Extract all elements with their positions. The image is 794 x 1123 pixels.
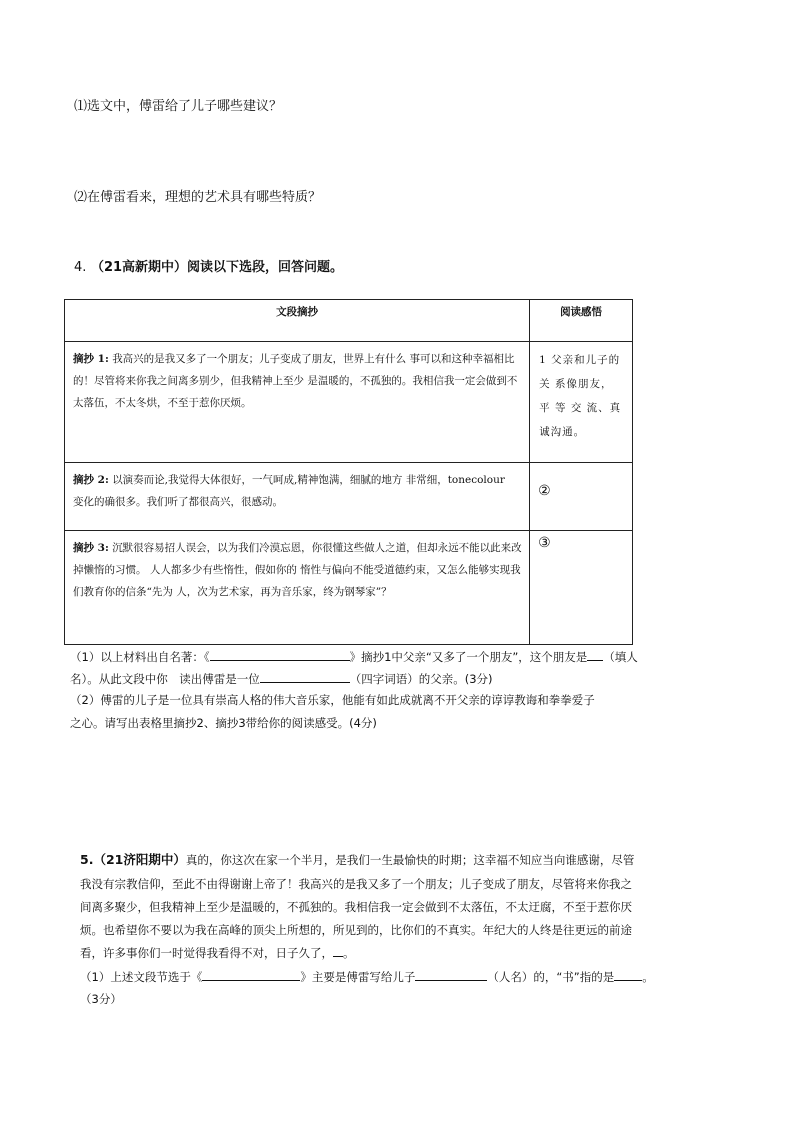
q5-text-6: 。 [343,946,355,960]
table-row [65,531,633,645]
q5-sub1-line1 [80,968,654,985]
circled-two-marker: ② [538,483,551,499]
q5-sub1-score: （3分） [80,992,122,1006]
q4-sub1-part-a: （1）以上材料出自名著：《 [70,650,210,664]
q4-sub2-line1: （2）傅雷的儿子是一位具有崇高人格的伟大音乐家，他能有如此成就离不开父亲的谆谆教诲和拳拳爱子 [70,693,595,707]
excerpt-table [64,299,633,645]
excerpt-cell-1 [65,342,530,463]
friend-name-blank[interactable] [587,648,603,661]
q4-sub1-line1 [70,648,638,665]
excerpt-label-2: 摘抄 2: [73,474,109,486]
book-title-blank[interactable] [210,648,350,661]
q4-sub2-line2: 之心。请写出表格里摘抄2、摘抄3带给你的阅读感受。(4分) [70,716,377,730]
q4-number: 4. [74,260,87,275]
q5-passage-line2: 我没有宗教信仰，至此不由得谢谢上帝了！我高兴的是我又多了一个朋友；儿子变成了朋友，尽管将来你我之 [80,877,632,891]
excerpt-cell-3 [65,531,530,645]
q5-book-refers-blank[interactable] [614,968,642,981]
q4-prompt: （21高新期中）阅读以下选段，回答问题。 [90,260,344,275]
q4-heading [74,256,343,275]
q5-text-1: 真的，你这次在家一个半月，是我们一生最愉快的时期；这幸福不知应当向谁感谢，尽管 [185,853,635,867]
table-header-excerpt: 文段摘抄 [65,300,530,342]
table-row [65,463,633,531]
q5-text-5: 看，许多事你们一时觉得我看得不对，日子久了， [80,946,333,960]
q5-passage-line3: 间离多聚少，但我精神上至少是温暖的，不孤独的。我相信我一定会做到不太落伍，不太迂腐，不至于惹你厌 [80,900,632,914]
q4-sub1-part-e: （四字词语）的父亲。(3分) [349,672,493,686]
feeling-cell-3[interactable] [530,531,633,645]
q4-sub1-part-d: 名）。从此文段中你 读出傅雷是一位 [70,672,260,686]
q5-sub1-part-b: 》主要是傅雷写给儿子 [300,970,416,984]
excerpt-cell-2 [65,463,530,531]
excerpt-label-1: 摘抄 1: [73,353,109,365]
circled-three-marker: ③ [538,535,551,551]
table-row [65,342,633,463]
q5-passage-line4: 烦。也希望你不要以为我在高峰的顶尖上所想的，所见到的，比你们的不真实。年纪大的人终是往更远的前途 [80,923,632,937]
excerpt-label-3: 摘抄 3: [73,542,109,554]
q5-passage-blank[interactable] [333,944,343,957]
q5-passage-line5 [80,943,355,963]
q5-label: 5.（21济阳期中） [80,852,186,867]
q3-sub1: ⑴选文中，傅雷给了儿子哪些建议？ [74,99,283,114]
q5-book-blank[interactable] [202,968,300,981]
table-header-feeling: 阅读感悟 [530,300,633,342]
excerpt-text-1: 我高兴的是我又多了一个朋友；儿子变成了朋友，世界上有什么 事可以和这种幸福相比的！尽管将来你我之间离多别少，但我精神上至少 是温暖的，不孤独的。我相信我一定会做到不太落伍，不太冬烘，不至于惹你厌烦。 [73,353,518,409]
q4-sub1-line2 [70,670,493,687]
q3-sub2: ⑵在傅雷看来，理想的艺术具有哪些特质？ [74,190,322,205]
q5-passage-line1 [80,850,634,870]
q5-sub1-part-d: 。 [642,970,654,984]
four-char-phrase-blank[interactable] [260,670,350,683]
q5-sub1-part-a: （1）上述文段节选于《 [80,970,203,984]
excerpt-text-3: 沉默很容易招人误会，以为我们冷漠忘恩，你很懂这些做人之道，但却永远不能以此来改掉懒惰的习惯。 人人都多少有些惰性，假如你的 惰性与偏向不能受道德约束，又怎么能够实现我们教育你的信条“先为 人，次为艺术家，再为音乐家，终为钢琴家”？ [73,542,522,598]
feeling-text-1: 1 父亲和儿子的关 系像朋友， 平 等 交 流、真诚沟通。 [539,354,622,438]
excerpt-text-2: 以演奏而论,我觉得大体很好，一气呵成,精神饱满，细腻的地方 非常细，tonecolour 变化的确很多。我们听了都很高兴，很感动。 [73,474,516,508]
feeling-cell-1 [530,342,633,463]
q4-sub1-part-c: （填人 [603,650,638,664]
feeling-cell-2[interactable] [530,463,633,531]
q5-son-name-blank[interactable] [415,968,487,981]
q4-sub1-part-b: 》摘抄1中父亲“又多了一个朋友”，这个朋友是 [349,650,588,664]
q5-sub1-part-c: （人名）的，“书”指的是 [487,970,615,984]
